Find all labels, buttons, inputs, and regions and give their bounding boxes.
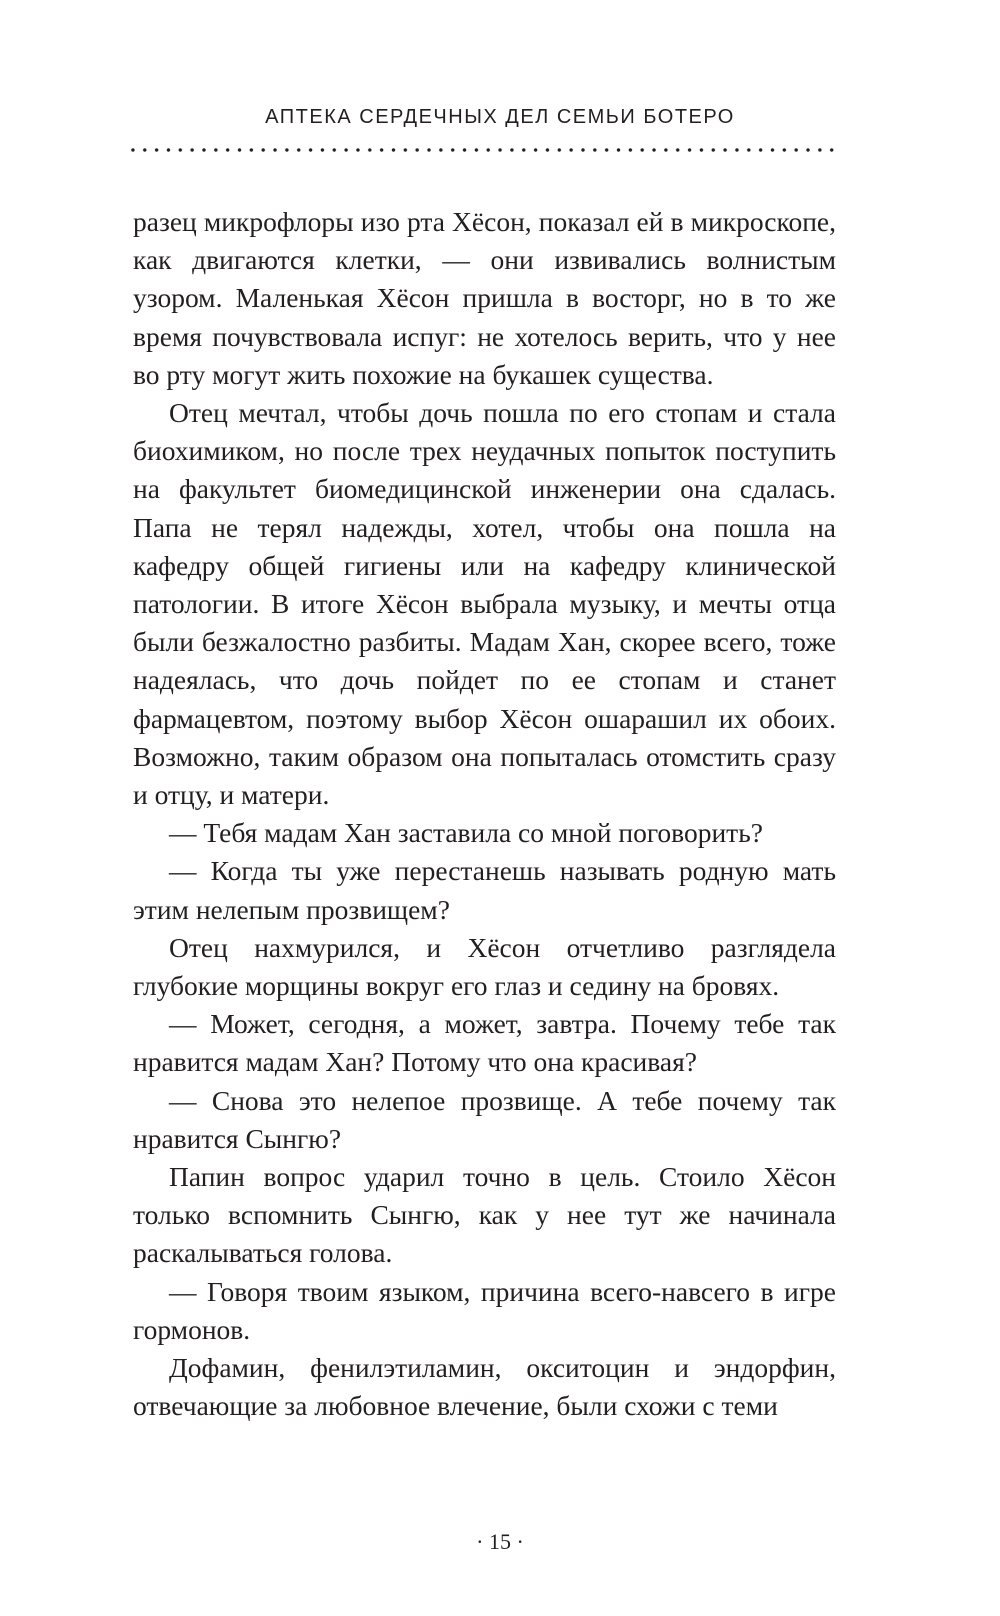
dialogue-line: — Когда ты уже перестанешь называть родную мать этим нелепым прозвищем? [133,855,836,925]
running-head-title: АПТЕКА СЕРДЕЧНЫХ ДЕЛ СЕМЬИ БОТЕРО [265,106,735,128]
body-text [133,203,836,1426]
paragraph: Отец нахмурился, и Хёсон отчетливо разглядела глубокие морщины вокруг его глаз и седину на бровях. [133,931,836,1002]
paragraph: разец микрофлоры изо рта Хёсон, показал ей в микроскопе, как двигаются клетки, — они извивались волнистым узором. Маленькая Хёсон пришла в восторг, но в то же время почувствовала испуг: не хотелось верить, что у нее во рту могут жить похожие на букашек существа. [133,206,836,390]
paragraph: Отец мечтал, чтобы дочь пошла по его стопам и стала биохимиком, но после трех неудачных попыток поступить на факультет биомедицинской инженерии она сдалась. Папа не терял надежды, хотел, чтобы она пошла на кафедру общей гигиены или на кафедру клинической патологии. В итоге Хёсон выбрала музыку, и мечты отца были безжалостно разбиты. Мадам Хан, скорее всего, тоже надеялась, что дочь пойдет по ее стопам и станет фармацевтом, поэтому выбор Хёсон ошарашил их обоих. Возможно, таким образом она попыталась отомстить сразу и отцу, и матери. [133,397,836,811]
dialogue-line: — Снова это нелепое прозвище. А тебе почему так нравится Сынгю? [133,1084,836,1154]
paragraph: Дофамин, фенилэтиламин, окситоцин и эндорфин, отвечающие за любовное влечение, были схожи с теми [133,1352,836,1422]
dialogue-line: — Может, сегодня, а может, завтра. Почему тебе так нравится мадам Хан? Потому что она красивая? [133,1008,836,1078]
paragraph: Папин вопрос ударил точно в цель. Стоило Хёсон только вспомнить Сынгю, как у нее тут же начинала раскалываться голова. [133,1161,836,1269]
page-number: · 15 · [476,1529,524,1554]
dialogue-line: — Тебя мадам Хан заставила со мной поговорить? [169,817,763,849]
dialogue-line: — Говоря твоим языком, причина всего-навсего в игре гормонов. [133,1275,836,1345]
dotted-divider [127,147,838,153]
